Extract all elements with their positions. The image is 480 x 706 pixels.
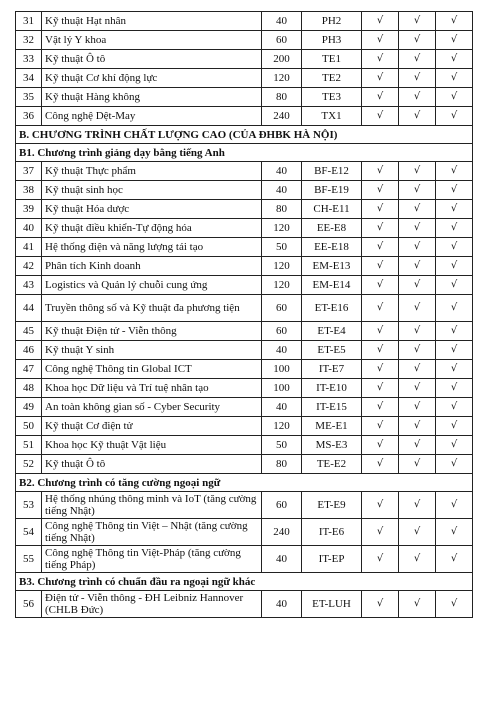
table-row <box>16 322 473 341</box>
criterion-check-1: √ <box>362 238 399 257</box>
criterion-check-2: √ <box>399 398 436 417</box>
criterion-check-3: √ <box>436 31 473 50</box>
criterion-check-3: √ <box>436 200 473 219</box>
enrollment-quota: 120 <box>262 219 302 238</box>
table-row <box>16 200 473 219</box>
enrollment-quota: 120 <box>262 257 302 276</box>
row-number: 43 <box>16 276 42 295</box>
program-code: ET-E5 <box>302 341 362 360</box>
enrollment-quota: 80 <box>262 88 302 107</box>
criterion-check-1: √ <box>362 519 399 546</box>
criterion-check-3: √ <box>436 455 473 474</box>
enrollment-quota: 40 <box>262 398 302 417</box>
criterion-check-2: √ <box>399 519 436 546</box>
program-name: Kỹ thuật Cơ khí động lực <box>42 69 262 88</box>
criterion-check-1: √ <box>362 546 399 573</box>
criterion-check-3: √ <box>436 181 473 200</box>
table-row <box>16 546 473 573</box>
criterion-check-1: √ <box>362 200 399 219</box>
program-name: Công nghệ Dệt-May <box>42 107 262 126</box>
row-number: 48 <box>16 379 42 398</box>
table-row <box>16 379 473 398</box>
row-number: 44 <box>16 295 42 322</box>
row-number: 54 <box>16 519 42 546</box>
table-row <box>16 276 473 295</box>
criterion-check-3: √ <box>436 360 473 379</box>
section-header-row <box>16 126 473 144</box>
admissions-table <box>15 11 473 618</box>
table-row <box>16 436 473 455</box>
criterion-check-3: √ <box>436 88 473 107</box>
section-title: B3. Chương trình có chuẩn đầu ra ngoại ngữ khác <box>16 573 473 591</box>
program-name: Công nghệ Thông tin Việt – Nhật (tăng cường tiếng Nhật) <box>42 519 262 546</box>
criterion-check-1: √ <box>362 50 399 69</box>
program-code: ET-E9 <box>302 492 362 519</box>
criterion-check-2: √ <box>399 88 436 107</box>
program-name: Phân tích Kinh doanh <box>42 257 262 276</box>
criterion-check-3: √ <box>436 546 473 573</box>
program-code: ET-E4 <box>302 322 362 341</box>
table-row <box>16 162 473 181</box>
program-name: Kỹ thuật Hàng không <box>42 88 262 107</box>
enrollment-quota: 50 <box>262 436 302 455</box>
enrollment-quota: 100 <box>262 360 302 379</box>
row-number: 50 <box>16 417 42 436</box>
row-number: 31 <box>16 12 42 31</box>
admissions-table-page <box>15 11 473 618</box>
criterion-check-2: √ <box>399 417 436 436</box>
enrollment-quota: 40 <box>262 12 302 31</box>
program-name: Hệ thống nhúng thông minh và IoT (tăng cường tiếng Nhật) <box>42 492 262 519</box>
row-number: 52 <box>16 455 42 474</box>
criterion-check-2: √ <box>399 181 436 200</box>
enrollment-quota: 50 <box>262 238 302 257</box>
enrollment-quota: 80 <box>262 200 302 219</box>
criterion-check-3: √ <box>436 295 473 322</box>
row-number: 35 <box>16 88 42 107</box>
program-code: EM-E14 <box>302 276 362 295</box>
table-row <box>16 12 473 31</box>
table-row <box>16 398 473 417</box>
program-code: PH3 <box>302 31 362 50</box>
table-row <box>16 181 473 200</box>
criterion-check-2: √ <box>399 219 436 238</box>
program-name: Kỹ thuật sinh học <box>42 181 262 200</box>
program-code: IT-E15 <box>302 398 362 417</box>
row-number: 39 <box>16 200 42 219</box>
program-name: Hệ thống điện và năng lượng tái tạo <box>42 238 262 257</box>
program-code: TE3 <box>302 88 362 107</box>
criterion-check-1: √ <box>362 69 399 88</box>
criterion-check-1: √ <box>362 322 399 341</box>
program-code: PH2 <box>302 12 362 31</box>
program-name: An toàn không gian số - Cyber Security <box>42 398 262 417</box>
section-title: B2. Chương trình có tăng cường ngoại ngữ <box>16 474 473 492</box>
enrollment-quota: 120 <box>262 417 302 436</box>
section-title: B1. Chương trình giảng dạy bằng tiếng Anh <box>16 144 473 162</box>
criterion-check-3: √ <box>436 591 473 618</box>
row-number: 51 <box>16 436 42 455</box>
criterion-check-1: √ <box>362 12 399 31</box>
criterion-check-2: √ <box>399 591 436 618</box>
criterion-check-3: √ <box>436 238 473 257</box>
criterion-check-1: √ <box>362 31 399 50</box>
criterion-check-3: √ <box>436 219 473 238</box>
table-row <box>16 519 473 546</box>
row-number: 41 <box>16 238 42 257</box>
program-name: Kỹ thuật Hạt nhân <box>42 12 262 31</box>
criterion-check-1: √ <box>362 276 399 295</box>
criterion-check-3: √ <box>436 69 473 88</box>
criterion-check-2: √ <box>399 295 436 322</box>
row-number: 38 <box>16 181 42 200</box>
table-row <box>16 417 473 436</box>
row-number: 32 <box>16 31 42 50</box>
criterion-check-3: √ <box>436 162 473 181</box>
criterion-check-1: √ <box>362 591 399 618</box>
program-code: IT-E10 <box>302 379 362 398</box>
criterion-check-3: √ <box>436 417 473 436</box>
program-name: Khoa học Dữ liệu và Trí tuệ nhân tạo <box>42 379 262 398</box>
criterion-check-3: √ <box>436 398 473 417</box>
program-name: Logistics và Quản lý chuỗi cung ứng <box>42 276 262 295</box>
enrollment-quota: 40 <box>262 181 302 200</box>
program-code: TE2 <box>302 69 362 88</box>
enrollment-quota: 60 <box>262 295 302 322</box>
criterion-check-2: √ <box>399 12 436 31</box>
program-name: Công nghệ Thông tin Global ICT <box>42 360 262 379</box>
enrollment-quota: 100 <box>262 379 302 398</box>
program-code: TX1 <box>302 107 362 126</box>
criterion-check-1: √ <box>362 492 399 519</box>
program-code: TE-E2 <box>302 455 362 474</box>
enrollment-quota: 240 <box>262 107 302 126</box>
table-row <box>16 360 473 379</box>
criterion-check-3: √ <box>436 107 473 126</box>
row-number: 53 <box>16 492 42 519</box>
row-number: 49 <box>16 398 42 417</box>
criterion-check-3: √ <box>436 436 473 455</box>
enrollment-quota: 120 <box>262 276 302 295</box>
section-title: B. CHƯƠNG TRÌNH CHẤT LƯỢNG CAO (CỦA ĐHBK HÀ NỘI) <box>16 126 473 144</box>
criterion-check-3: √ <box>436 519 473 546</box>
table-row <box>16 219 473 238</box>
table-row <box>16 295 473 322</box>
program-code: TE1 <box>302 50 362 69</box>
table-row <box>16 69 473 88</box>
program-code: BF-E19 <box>302 181 362 200</box>
criterion-check-1: √ <box>362 360 399 379</box>
table-body <box>16 12 473 618</box>
criterion-check-1: √ <box>362 455 399 474</box>
enrollment-quota: 40 <box>262 162 302 181</box>
program-code: EM-E13 <box>302 257 362 276</box>
criterion-check-2: √ <box>399 200 436 219</box>
row-number: 42 <box>16 257 42 276</box>
enrollment-quota: 60 <box>262 31 302 50</box>
section-header-row <box>16 144 473 162</box>
program-code: ET-E16 <box>302 295 362 322</box>
program-name: Khoa học Kỹ thuật Vật liệu <box>42 436 262 455</box>
criterion-check-2: √ <box>399 436 436 455</box>
criterion-check-1: √ <box>362 219 399 238</box>
enrollment-quota: 60 <box>262 322 302 341</box>
enrollment-quota: 200 <box>262 50 302 69</box>
criterion-check-2: √ <box>399 360 436 379</box>
program-code: MS-E3 <box>302 436 362 455</box>
row-number: 40 <box>16 219 42 238</box>
program-name: Kỹ thuật Điện tử - Viễn thông <box>42 322 262 341</box>
row-number: 45 <box>16 322 42 341</box>
criterion-check-2: √ <box>399 31 436 50</box>
enrollment-quota: 40 <box>262 341 302 360</box>
criterion-check-1: √ <box>362 295 399 322</box>
table-row <box>16 107 473 126</box>
section-header-row <box>16 474 473 492</box>
criterion-check-1: √ <box>362 88 399 107</box>
row-number: 55 <box>16 546 42 573</box>
program-name: Vật lý Y khoa <box>42 31 262 50</box>
program-name: Điện tử - Viễn thông - ĐH Leibniz Hannover (CHLB Đức) <box>42 591 262 618</box>
criterion-check-2: √ <box>399 50 436 69</box>
criterion-check-1: √ <box>362 436 399 455</box>
program-name: Kỹ thuật Y sinh <box>42 341 262 360</box>
program-name: Kỹ thuật Ô tô <box>42 455 262 474</box>
program-code: IT-E6 <box>302 519 362 546</box>
criterion-check-1: √ <box>362 417 399 436</box>
criterion-check-1: √ <box>362 107 399 126</box>
row-number: 33 <box>16 50 42 69</box>
enrollment-quota: 40 <box>262 546 302 573</box>
table-row <box>16 257 473 276</box>
criterion-check-3: √ <box>436 257 473 276</box>
criterion-check-3: √ <box>436 341 473 360</box>
table-row <box>16 238 473 257</box>
criterion-check-1: √ <box>362 257 399 276</box>
program-code: ET-LUH <box>302 591 362 618</box>
criterion-check-2: √ <box>399 276 436 295</box>
program-code: ME-E1 <box>302 417 362 436</box>
criterion-check-2: √ <box>399 257 436 276</box>
criterion-check-3: √ <box>436 276 473 295</box>
criterion-check-2: √ <box>399 492 436 519</box>
program-name: Kỹ thuật Cơ điện tử <box>42 417 262 436</box>
criterion-check-1: √ <box>362 341 399 360</box>
criterion-check-1: √ <box>362 162 399 181</box>
row-number: 56 <box>16 591 42 618</box>
criterion-check-3: √ <box>436 12 473 31</box>
table-row <box>16 455 473 474</box>
table-row <box>16 88 473 107</box>
enrollment-quota: 60 <box>262 492 302 519</box>
criterion-check-2: √ <box>399 455 436 474</box>
program-name: Kỹ thuật Ô tô <box>42 50 262 69</box>
row-number: 47 <box>16 360 42 379</box>
row-number: 46 <box>16 341 42 360</box>
program-name: Kỹ thuật Thực phẩm <box>42 162 262 181</box>
section-header-row <box>16 573 473 591</box>
program-name: Truyền thông số và Kỹ thuật đa phương tiện <box>42 295 262 322</box>
row-number: 37 <box>16 162 42 181</box>
program-code: EE-E18 <box>302 238 362 257</box>
program-code: CH-E11 <box>302 200 362 219</box>
row-number: 36 <box>16 107 42 126</box>
enrollment-quota: 80 <box>262 455 302 474</box>
criterion-check-1: √ <box>362 379 399 398</box>
table-row <box>16 591 473 618</box>
table-row <box>16 341 473 360</box>
program-code: BF-E12 <box>302 162 362 181</box>
enrollment-quota: 240 <box>262 519 302 546</box>
criterion-check-2: √ <box>399 162 436 181</box>
criterion-check-3: √ <box>436 379 473 398</box>
row-number: 34 <box>16 69 42 88</box>
criterion-check-2: √ <box>399 238 436 257</box>
program-name: Kỹ thuật điều khiển-Tự động hóa <box>42 219 262 238</box>
criterion-check-3: √ <box>436 322 473 341</box>
program-code: EE-E8 <box>302 219 362 238</box>
criterion-check-2: √ <box>399 107 436 126</box>
criterion-check-1: √ <box>362 181 399 200</box>
enrollment-quota: 40 <box>262 591 302 618</box>
criterion-check-2: √ <box>399 322 436 341</box>
criterion-check-2: √ <box>399 69 436 88</box>
program-code: IT-E7 <box>302 360 362 379</box>
program-name: Kỹ thuật Hóa dược <box>42 200 262 219</box>
program-code: IT-EP <box>302 546 362 573</box>
program-name: Công nghệ Thông tin Việt-Pháp (tăng cường tiếng Pháp) <box>42 546 262 573</box>
criterion-check-2: √ <box>399 546 436 573</box>
criterion-check-3: √ <box>436 50 473 69</box>
table-row <box>16 31 473 50</box>
criterion-check-3: √ <box>436 492 473 519</box>
criterion-check-2: √ <box>399 341 436 360</box>
criterion-check-1: √ <box>362 398 399 417</box>
criterion-check-2: √ <box>399 379 436 398</box>
table-row <box>16 492 473 519</box>
table-row <box>16 50 473 69</box>
enrollment-quota: 120 <box>262 69 302 88</box>
